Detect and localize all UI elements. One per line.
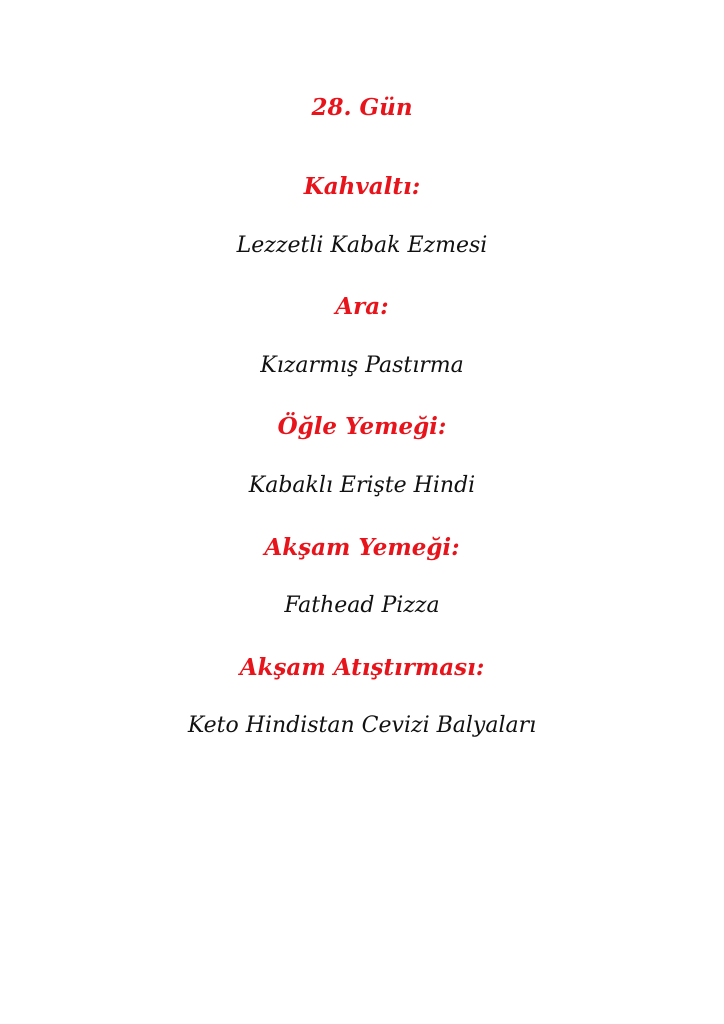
meal-label-snack: Ara: [335, 293, 389, 320]
day-title: 28. Gün [311, 94, 413, 121]
meal-dish-snack: Kızarmış Pastırma [260, 353, 464, 378]
meal-dish-breakfast: Lezzetli Kabak Ezmesi [236, 233, 488, 258]
meal-label-evening-snack: Akşam Atıştırması: [239, 654, 485, 681]
meal-label-breakfast: Kahvaltı: [303, 173, 421, 200]
meal-dish-evening-snack: Keto Hindistan Cevizi Balyaları [187, 713, 537, 738]
meal-label-dinner: Akşam Yemeği: [264, 534, 460, 561]
meal-label-lunch: Öğle Yemeği: [277, 413, 447, 440]
meal-dish-dinner: Fathead Pizza [284, 593, 440, 618]
meal-dish-lunch: Kabaklı Erişte Hindi [248, 473, 476, 498]
